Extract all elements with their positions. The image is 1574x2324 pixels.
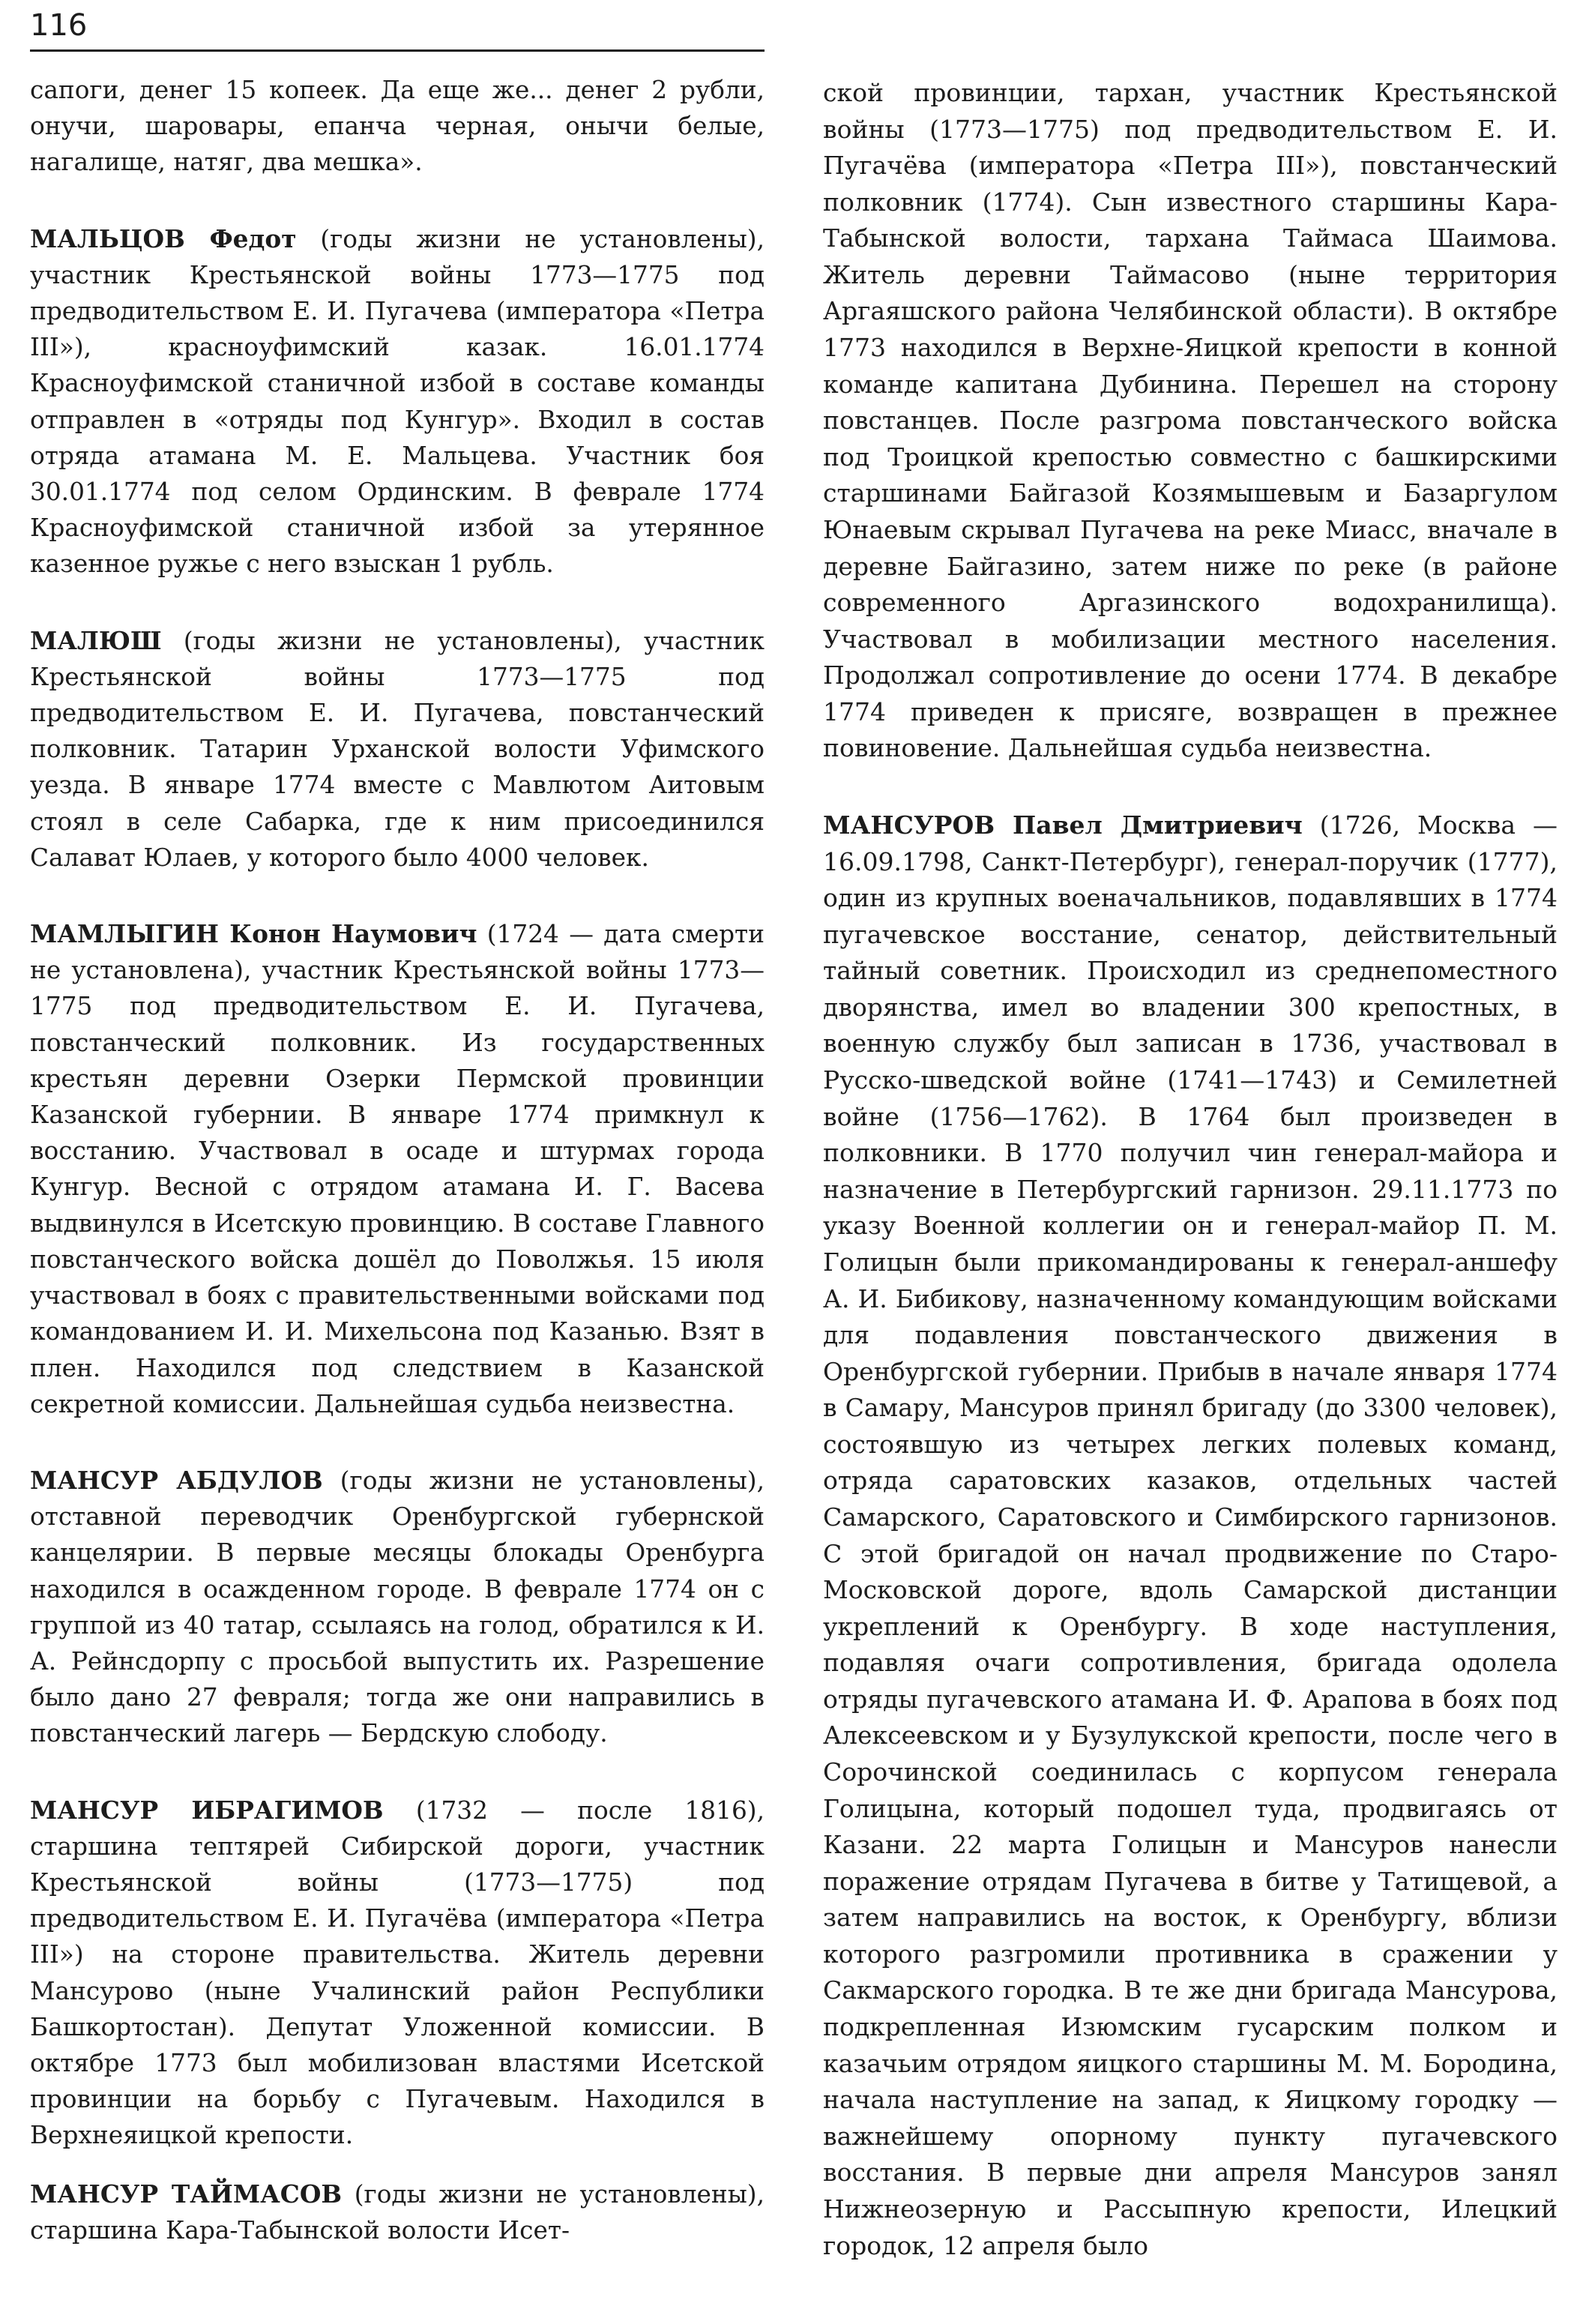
right-column xyxy=(823,75,1558,2264)
header-rule xyxy=(30,49,765,52)
page-number: 116 xyxy=(30,8,88,43)
entry-mamlygin xyxy=(30,916,765,1422)
entry-text: (1732 — после 1816), старшина тептярей Сибирской дороги, участник Крестьянской войны (1773—1775) под предводительством Е. И. Пугачёва (императора «Петра III») на стороне правительства. Житель деревни Мансурово (ныне Учалинский район Республики Башкортостан). Депутат Уложенной комиссии. В октябре 1773 был мобилизован властями Исетской провинции на борьбу с Пугачевым. Находился в Верхнеяицкой крепости. xyxy=(30,1795,765,2150)
entry-mansur-taymasov xyxy=(30,2176,765,2248)
entry-name: МАНСУР ИБРАГИМОВ xyxy=(30,1795,384,1825)
left-column xyxy=(30,72,765,2248)
entry-name: МАЛЬЦОВ Федот xyxy=(30,223,297,253)
entry-mansur-ibragimov xyxy=(30,1792,765,2154)
entry-mansurov xyxy=(823,807,1558,2264)
entry-text: (1724 — дата смерти не установлена), участник Крестьянской войны 1773—1775 под предводительством Е. И. Пугачева, повстанческий полковник. Из государственных крестьян деревни Озерки Пермской провинции Казанской губернии. В январе 1774 примкнул к восстанию. Участвовал в осаде и штурмах города Кунгур. Весной с отрядом атамана И. Г. Васева выдвинулся в Исетскую провинцию. В составе Главного повстанческого войска дошёл до Поволжья. 15 июля участвовал в боях с правительственными войсками под командованием И. И. Михельсона под Казанью. Взят в плен. Находился под следствием в Казанской секретной комиссии. Дальнейшая судьба неизвестна. xyxy=(30,920,765,1418)
entry-name: МАНСУР ТАЙМАСОВ xyxy=(30,2179,343,2209)
entry-name: МАЛЮШ xyxy=(30,625,162,655)
entry-text: (1726, Москва — 16.09.1798, Санкт-Петербург), генерал-поручик (1777), один из крупных военачальников, подавлявших в 1774 пугачевское восстание, сенатор, действительный тайный советник. Происходил из среднепоместного дворянства, имел во владении 300 крепостных, в военную службу был записан в 1736, участвовал в Русско-шведской войне (1741—1743) и Семилетней войне (1756—1762). В 1764 был произведен в полковники. В 1770 получил чин генерал-майора и назначение в Петербургский гарнизон. 29.11.1773 по указу Военной коллегии он и генерал-майор П. М. Голицын были прикомандированы к генерал-аншефу А. И. Бибикову, назначенному командующим войсками для подавления повстанческого движения в Оренбургской губернии. Прибыв в начале января 1774 в Самару, Мансуров принял бригаду (до 3300 человек), состоявшую из четырех легких полевых команд, отряда саратовских казаков, отдельных частей Самарского, Саратовского и Симбирского гарнизонов. С этой бригадой он начал продвижение по Старо-Московской дороге, вдоль Самарской дистанции укреплений к Оренбургу. В ходе наступления, подавляя очаги сопротивления, бригада одолела отряды пугачевского атамана И. Ф. Арапова в боях под Алексеевском и у Бузулукской крепости, после чего в Сорочинской соединилась с корпусом генерала Голицына, который подошел туда, продвигаясь от Казани. 22 марта Голицын и Мансуров нанесли поражение отрядам Пугачева в битве у Татищевой, а затем направились на восток, к Оренбургу, вблизи которого разгромили противника в сражении у Сакмарского городка. В те же дни бригада Мансурова, подкрепленная Изюмским гусарским полком и казачьим отрядом яицкого старшины М. М. Бородина, начала наступление на запад, к Яицкому городку — важнейшему опорному пункту пугачевского восстания. В первые дни апреля Мансуров занял Нижнеозерную и Рассыпную крепости, Илецкий городок, 12 апреля было xyxy=(823,810,1558,2260)
entry-text: (годы жизни не установлены), участник Крестьянской войны 1773—1775 под предводительством Е. И. Пугачева (императора «Петра III»), красноуфимский казак. 16.01.1774 Красноуфимской станичной избой в составе команды отправлен в «отряды под Кунгур». Входил в состав отряда атамана М. Е. Мальцева. Участник боя 30.01.1774 под селом Ординским. В феврале 1774 Красноуфимской станичной избой за утерянное казенное ружье с него взыскан 1 рубль. xyxy=(30,224,765,579)
entry-name: МАНСУРОВ Павел Дмитриевич xyxy=(823,810,1303,840)
intro-tail: сапоги, денег 15 копеек. Да еще же... денег 2 рубли, онучи, шаровары, епанча черная, онычи белые, нагалище, натяг, два мешка». xyxy=(30,76,765,177)
entry-text: (годы жизни не установлены), отставной переводчик Оренбургской губернской канцелярии. В первые месяцы блокады Оренбурга находился в осажденном городе. В феврале 1774 он с группой из 40 татар, ссылаясь на голод, обратился к И. А. Рейнсдорпу с просьбой выпустить их. Разрешение было дано 27 февраля; тогда же они направились в повстанческий лагерь — Бердскую слободу. xyxy=(30,1466,765,1748)
entry-maltsov xyxy=(30,221,765,582)
entry-text: (годы жизни не установлены), участник Крестьянской войны 1773—1775 под предводительством Е. И. Пугачева, повстанческий полковник. Татарин Урханской волости Уфимского уезда. В январе 1774 вместе с Мавлютом Аитовым стоял в селе Сабарка, где к ним присоединился Салават Юлаев, у которого было 4000 человек. xyxy=(30,626,765,872)
entry-text: (годы жизни не установлены), старшина Кара-Табынской волости Исет- xyxy=(30,2179,765,2245)
entry-name: МАНСУР АБДУЛОВ xyxy=(30,1465,323,1495)
entry-malyush xyxy=(30,623,765,876)
entry-mansur-abdulov xyxy=(30,1463,765,1752)
taymasov-continuation: ской провинции, тархан, участник Крестьянской войны (1773—1775) под предводительством Е. И. Пугачёва (императора «Петра III»), повстанческий полковник (1774). Сын известного старшины Кара-Табынской волости, тархана Таймаса Шаимова. Житель деревни Таймасово (ныне территория Аргаяшского района Челябинской области). В октябре 1773 находился в Верхне-Яицкой крепости в конной команде капитана Дубинина. Перешел на сторону повстанцев. После разгрома повстанческого войска под Троицкой крепостью совместно с башкирскими старшинами Байгазой Козямышевым и Базаргулом Юнаевым скрывал Пугачева на реке Миасс, вначале в деревне Байгазино, затем ниже по реке (в районе современного Аргазинского водохранилища). Участвовал в мобилизации местного населения. Продолжал сопротивление до осени 1774. В декабре 1774 приведен к присяге, возвращен в прежнее повиновение. Дальнейшая судьба неизвестна. xyxy=(823,78,1558,763)
entry-name: МАМЛЫГИН Конон Наумович xyxy=(30,919,477,949)
